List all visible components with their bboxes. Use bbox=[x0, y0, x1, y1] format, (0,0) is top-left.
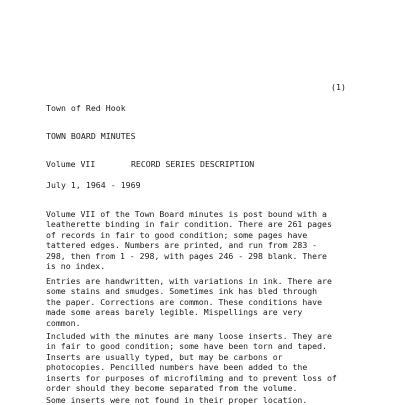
text-line: in fair to good condition; some have been torn and taped. bbox=[46, 341, 327, 352]
text-line: photocopies. Pencilled numbers have been added to the bbox=[46, 362, 308, 373]
town-name: Town of Red Hook bbox=[46, 103, 126, 113]
page-number: (1) bbox=[331, 82, 346, 92]
text-line: of records in fair to good condition; some pages have bbox=[46, 229, 308, 240]
text-line: made some areas barely legible. Mispellings are very bbox=[46, 307, 303, 318]
text-line: Some inserts were not found in their proper location. bbox=[46, 395, 308, 405]
date-range: July 1, 1964 - 1969 bbox=[46, 180, 141, 190]
text-line: tattered edges. Numbers are printed, and run from 283 - bbox=[46, 240, 318, 251]
text-line: common. bbox=[46, 317, 81, 328]
paragraph-inserts bbox=[46, 331, 376, 393]
text-line: is no index. bbox=[46, 261, 106, 272]
record-series-title: RECORD SERIES DESCRIPTION bbox=[131, 159, 255, 169]
text-line: leatherette binding in fair condition. There are 261 pages bbox=[46, 219, 332, 230]
paragraph-entries bbox=[46, 276, 376, 328]
text-line: Inserts are usually typed, but may be carbons or bbox=[46, 351, 283, 362]
paragraph-location bbox=[46, 395, 376, 405]
series-title: TOWN BOARD MINUTES bbox=[46, 131, 136, 141]
text-line: Entries are handwritten, with variations in ink. There are bbox=[46, 276, 332, 286]
text-line: 298, then from 1 - 298, with pages 246 - 298 blank. There bbox=[46, 250, 327, 261]
volume-label: Volume VII bbox=[46, 159, 96, 169]
text-line: Included with the minutes are many loose inserts. They are bbox=[46, 331, 332, 341]
paragraph-binding bbox=[46, 209, 376, 271]
text-line: some stains and smudges. Sometimes ink has bled through bbox=[46, 286, 318, 297]
text-line: the paper. Corrections are common. These conditions have bbox=[46, 296, 323, 307]
text-line: Volume VII of the Town Board minutes is post bound with a bbox=[46, 209, 327, 219]
text-line: order should they become separated from the volume. bbox=[46, 383, 298, 394]
text-line: inserts for purposes of microfilming and to prevent loss of bbox=[46, 372, 337, 383]
